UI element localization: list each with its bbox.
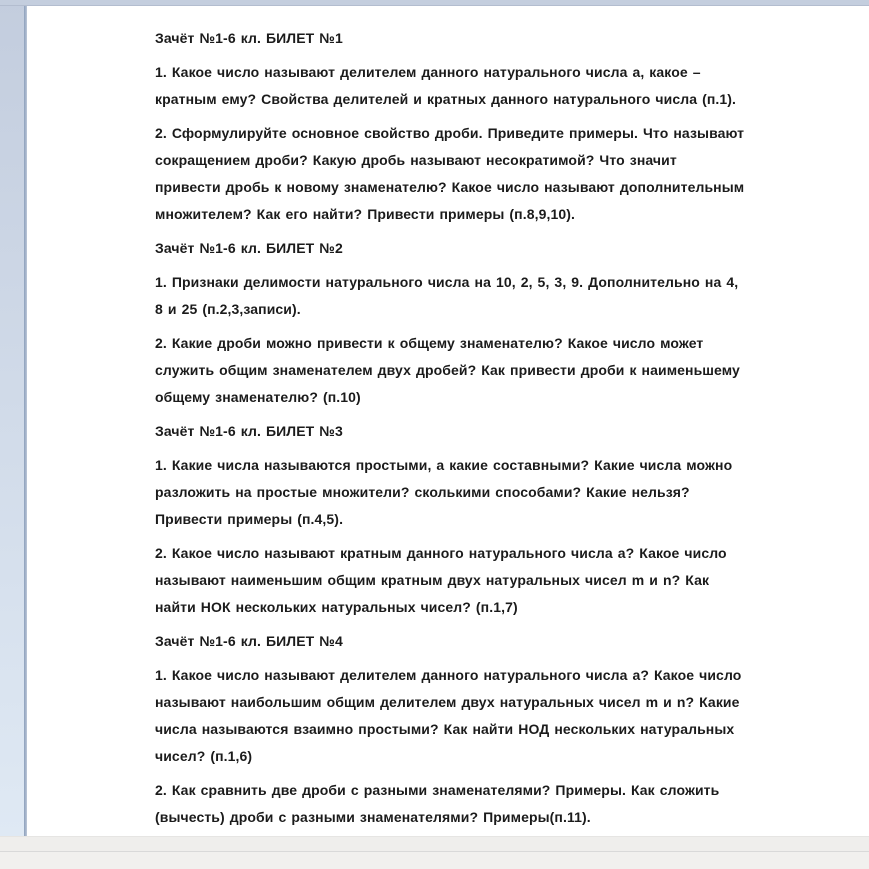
ticket-title: Зачёт №1-6 кл. БИЛЕТ №1 — [155, 30, 343, 46]
document-page[interactable] — [27, 6, 869, 836]
horizontal-scrollbar-area — [0, 836, 869, 851]
ticket-block — [155, 25, 815, 228]
question-text-line: привести дробь к новому знаменателю? Какое число называют дополнительным — [155, 179, 745, 195]
question-text-line: числа называются взаимно простыми? Как найти НОД нескольких натуральных — [155, 721, 735, 737]
question-text-line: 2. Сформулируйте основное свойство дроби. Приведите примеры. Что называют — [155, 125, 745, 141]
question-text-line: кратным ему? Свойства делителей и кратных данного натурального числа (п.1). — [155, 91, 737, 107]
ticket-question — [155, 120, 815, 228]
question-text-line: общему знаменателю? (п.10) — [155, 389, 361, 405]
question-text-line: называют наименьшим общим кратным двух натуральных чисел m и n? Как — [155, 572, 710, 588]
ticket-block — [155, 628, 815, 831]
question-text-line: сокращением дроби? Какую дробь называют несократимой? Что значит — [155, 152, 677, 168]
question-text-line: 2. Какие дроби можно привести к общему знаменателю? Какое число может — [155, 335, 704, 351]
ticket-title: Зачёт №1-6 кл. БИЛЕТ №2 — [155, 240, 343, 256]
question-text-line: Привести примеры (п.4,5). — [155, 511, 344, 527]
question-text-line: (вычесть) дроби с разными знаменателями? Примеры(п.11). — [155, 809, 591, 825]
bottom-bars — [0, 836, 869, 869]
ticket-question — [155, 330, 815, 411]
page-edge-shadow — [24, 5, 27, 836]
question-text-line: 1. Какое число называют делителем данного натурального числа а, какое – — [155, 64, 701, 80]
ticket-question — [155, 777, 815, 831]
window-left-margin — [0, 0, 24, 836]
ticket-title: Зачёт №1-6 кл. БИЛЕТ №3 — [155, 423, 343, 439]
question-text-line: чисел? (п.1,6) — [155, 748, 253, 764]
document-content — [155, 25, 815, 831]
ticket-block — [155, 418, 815, 621]
question-text-line: 1. Какое число называют делителем данного натурального числа а? Какое число — [155, 667, 742, 683]
question-text-line: 8 и 25 (п.2,3,записи). — [155, 301, 301, 317]
question-text-line: служить общим знаменателем двух дробей? Как привести дроби к наименьшему — [155, 362, 740, 378]
ticket-title: Зачёт №1-6 кл. БИЛЕТ №4 — [155, 633, 343, 649]
ticket-question — [155, 662, 815, 770]
question-text-line: 1. Признаки делимости натурального числа на 10, 2, 5, 3, 9. Дополнительно на 4, — [155, 274, 739, 290]
ticket-question — [155, 540, 815, 621]
status-bar — [0, 851, 869, 869]
question-text-line: называют наибольшим общим делителем двух натуральных чисел m и n? Какие — [155, 694, 740, 710]
window-top-margin — [0, 0, 869, 6]
question-text-line: 2. Какое число называют кратным данного натурального числа а? Какое число — [155, 545, 727, 561]
question-text-line: 1. Какие числа называются простыми, а какие составными? Какие числа можно — [155, 457, 733, 473]
question-text-line: множителем? Как его найти? Привести примеры (п.8,9,10). — [155, 206, 576, 222]
question-text-line: найти НОК нескольких натуральных чисел? (п.1,7) — [155, 599, 518, 615]
question-text-line: разложить на простые множители? сколькими способами? Какие нельзя? — [155, 484, 690, 500]
ticket-question — [155, 452, 815, 533]
ticket-question — [155, 269, 815, 323]
question-text-line: 2. Как сравнить две дроби с разными знаменателями? Примеры. Как сложить — [155, 782, 720, 798]
ticket-block — [155, 235, 815, 411]
ticket-question — [155, 59, 815, 113]
